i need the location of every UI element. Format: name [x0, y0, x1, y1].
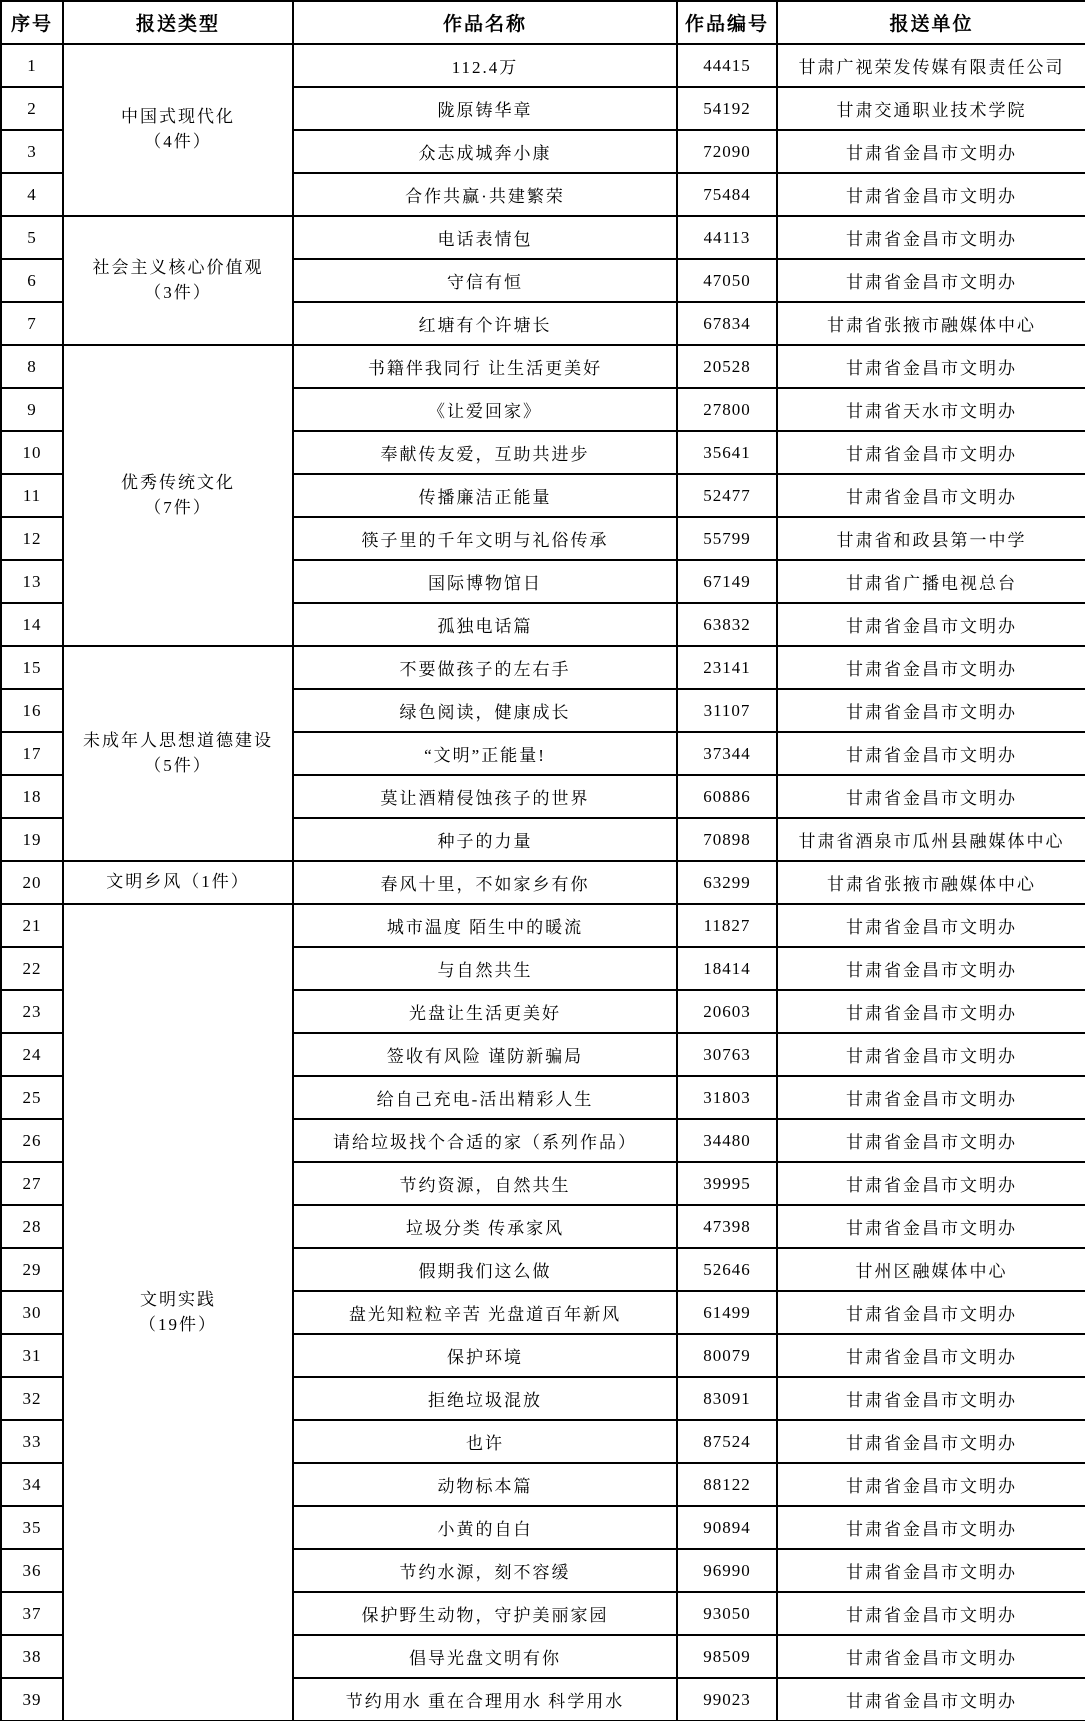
table-row	[1, 345, 1085, 388]
work-code-cell: 23141	[677, 646, 777, 689]
work-name-cell: 盘光知粒粒辛苦 光盘道百年新风	[293, 1291, 677, 1334]
serial-number-cell: 11	[1, 474, 63, 517]
work-code-cell: 63832	[677, 603, 777, 646]
work-code-cell: 80079	[677, 1334, 777, 1377]
submitting-unit-cell: 甘州区融媒体中心	[777, 1248, 1085, 1291]
work-name-cell: 红塘有个许塘长	[293, 302, 677, 345]
category-cell	[63, 345, 293, 646]
serial-number-cell: 24	[1, 1033, 63, 1076]
work-code-cell: 93050	[677, 1592, 777, 1635]
work-name-cell: 垃圾分类 传承家风	[293, 1205, 677, 1248]
work-name-cell: 合作共赢·共建繁荣	[293, 173, 677, 216]
serial-number-cell: 16	[1, 689, 63, 732]
submitting-unit-cell: 甘肃省酒泉市瓜州县融媒体中心	[777, 818, 1085, 861]
submitting-unit-cell: 甘肃省金昌市文明办	[777, 1076, 1085, 1119]
work-name-cell: 请给垃圾找个合适的家（系列作品）	[293, 1119, 677, 1162]
table-body	[1, 44, 1085, 1721]
work-code-cell: 61499	[677, 1291, 777, 1334]
work-code-cell: 31107	[677, 689, 777, 732]
work-code-cell: 75484	[677, 173, 777, 216]
table-row	[1, 646, 1085, 689]
category-count: （4件）	[144, 132, 212, 151]
work-code-cell: 54192	[677, 87, 777, 130]
work-name-cell: 节约用水 重在合理用水 科学用水	[293, 1678, 677, 1721]
work-name-cell: 《让爱回家》	[293, 388, 677, 431]
work-name-cell: 种子的力量	[293, 818, 677, 861]
category-count: （5件）	[144, 755, 212, 775]
serial-number-cell: 21	[1, 904, 63, 947]
submitting-unit-cell: 甘肃省金昌市文明办	[777, 1334, 1085, 1377]
category-cell	[63, 904, 293, 1721]
submitting-unit-cell: 甘肃省金昌市文明办	[777, 1463, 1085, 1506]
work-code-cell: 72090	[677, 130, 777, 173]
work-name-cell: 不要做孩子的左右手	[293, 646, 677, 689]
serial-number-cell: 19	[1, 818, 63, 861]
serial-number-cell: 12	[1, 517, 63, 560]
table-row	[1, 904, 1085, 947]
submitting-unit-cell: 甘肃省金昌市文明办	[777, 990, 1085, 1033]
work-name-cell: 书籍伴我同行 让生活更美好	[293, 345, 677, 388]
work-name-cell: 传播廉洁正能量	[293, 474, 677, 517]
serial-number-cell: 22	[1, 947, 63, 990]
work-code-cell: 96990	[677, 1549, 777, 1592]
serial-number-cell: 15	[1, 646, 63, 689]
submitting-unit-cell: 甘肃省金昌市文明办	[777, 775, 1085, 818]
submitting-unit-cell: 甘肃省金昌市文明办	[777, 1205, 1085, 1248]
serial-number-cell: 14	[1, 603, 63, 646]
work-code-cell: 87524	[677, 1420, 777, 1463]
work-name-cell: 绿色阅读，健康成长	[293, 689, 677, 732]
serial-number-cell: 6	[1, 259, 63, 302]
work-code-cell: 60886	[677, 775, 777, 818]
serial-number-cell: 39	[1, 1678, 63, 1721]
work-name-cell: 保护野生动物，守护美丽家园	[293, 1592, 677, 1635]
serial-number-cell: 31	[1, 1334, 63, 1377]
work-name-cell: 筷子里的千年文明与礼俗传承	[293, 517, 677, 560]
category-label: 社会主义核心价值观	[92, 257, 264, 277]
work-name-cell: 孤独电话篇	[293, 603, 677, 646]
work-name-cell: 112.4万	[293, 44, 677, 87]
work-name-cell: 假期我们这么做	[293, 1248, 677, 1291]
submitting-unit-cell: 甘肃省金昌市文明办	[777, 646, 1085, 689]
work-name-cell: 国际博物馆日	[293, 560, 677, 603]
submitting-unit-cell: 甘肃省金昌市文明办	[777, 216, 1085, 259]
submitting-unit-cell: 甘肃省金昌市文明办	[777, 1033, 1085, 1076]
submitting-unit-cell: 甘肃省天水市文明办	[777, 388, 1085, 431]
submitting-unit-cell: 甘肃省金昌市文明办	[777, 1506, 1085, 1549]
work-name-cell: 动物标本篇	[293, 1463, 677, 1506]
submitting-unit-cell: 甘肃省金昌市文明办	[777, 1678, 1085, 1721]
column-header-no: 序号	[1, 1, 63, 44]
submitting-unit-cell: 甘肃省金昌市文明办	[777, 689, 1085, 732]
submitting-unit-cell: 甘肃广视荣发传媒有限责任公司	[777, 44, 1085, 87]
work-name-cell: 春风十里，不如家乡有你	[293, 861, 677, 904]
serial-number-cell: 33	[1, 1420, 63, 1463]
category-count: （3件）	[144, 282, 212, 302]
work-code-cell: 70898	[677, 818, 777, 861]
work-code-cell: 88122	[677, 1463, 777, 1506]
work-name-cell: 守信有恒	[293, 259, 677, 302]
submitting-unit-cell: 甘肃省金昌市文明办	[777, 1592, 1085, 1635]
work-code-cell: 67149	[677, 560, 777, 603]
serial-number-cell: 29	[1, 1248, 63, 1291]
work-name-cell: 小黄的自白	[293, 1506, 677, 1549]
work-code-cell: 39995	[677, 1162, 777, 1205]
serial-number-cell: 1	[1, 44, 63, 87]
category-label: 文明乡风（1件）	[106, 872, 250, 892]
category-label: 文明实践	[140, 1289, 216, 1309]
work-code-cell: 67834	[677, 302, 777, 345]
work-code-cell: 63299	[677, 861, 777, 904]
submitting-unit-cell: 甘肃省金昌市文明办	[777, 1162, 1085, 1205]
work-code-cell: 31803	[677, 1076, 777, 1119]
table-row	[1, 861, 1085, 904]
submitting-unit-cell: 甘肃省金昌市文明办	[777, 431, 1085, 474]
serial-number-cell: 30	[1, 1291, 63, 1334]
column-header-type: 报送类型	[63, 1, 293, 44]
category-cell	[63, 216, 293, 345]
work-name-cell: 与自然共生	[293, 947, 677, 990]
column-header-unit: 报送单位	[777, 1, 1085, 44]
column-header-name: 作品名称	[293, 1, 677, 44]
work-name-cell: 拒绝垃圾混放	[293, 1377, 677, 1420]
serial-number-cell: 28	[1, 1205, 63, 1248]
work-code-cell: 35641	[677, 431, 777, 474]
work-name-cell: 也许	[293, 1420, 677, 1463]
work-name-cell: 城市温度 陌生中的暖流	[293, 904, 677, 947]
serial-number-cell: 8	[1, 345, 63, 388]
work-code-cell: 99023	[677, 1678, 777, 1721]
submitting-unit-cell: 甘肃省金昌市文明办	[777, 1420, 1085, 1463]
submitting-unit-cell: 甘肃省金昌市文明办	[777, 1377, 1085, 1420]
submitting-unit-cell: 甘肃省金昌市文明办	[777, 947, 1085, 990]
serial-number-cell: 17	[1, 732, 63, 775]
serial-number-cell: 10	[1, 431, 63, 474]
work-code-cell: 90894	[677, 1506, 777, 1549]
work-name-cell: 保护环境	[293, 1334, 677, 1377]
work-code-cell: 11827	[677, 904, 777, 947]
column-header-code: 作品编号	[677, 1, 777, 44]
submitting-unit-cell: 甘肃省金昌市文明办	[777, 603, 1085, 646]
submitting-unit-cell: 甘肃省金昌市文明办	[777, 1119, 1085, 1162]
submitting-unit-cell: 甘肃省张掖市融媒体中心	[777, 861, 1085, 904]
work-name-cell: 节约水源，刻不容缓	[293, 1549, 677, 1592]
work-name-cell: 签收有风险 谨防新骗局	[293, 1033, 677, 1076]
category-cell	[63, 861, 293, 904]
category-count: （19件）	[139, 1314, 217, 1334]
submitting-unit-cell: 甘肃省金昌市文明办	[777, 259, 1085, 302]
work-code-cell: 44415	[677, 44, 777, 87]
work-code-cell: 44113	[677, 216, 777, 259]
work-code-cell: 52477	[677, 474, 777, 517]
work-code-cell: 55799	[677, 517, 777, 560]
serial-number-cell: 35	[1, 1506, 63, 1549]
submitting-unit-cell: 甘肃交通职业技术学院	[777, 87, 1085, 130]
submitting-unit-cell: 甘肃省张掖市融媒体中心	[777, 302, 1085, 345]
serial-number-cell: 38	[1, 1635, 63, 1678]
serial-number-cell: 37	[1, 1592, 63, 1635]
work-code-cell: 52646	[677, 1248, 777, 1291]
work-code-cell: 20603	[677, 990, 777, 1033]
work-name-cell: 电话表情包	[293, 216, 677, 259]
submitting-unit-cell: 甘肃省金昌市文明办	[777, 732, 1085, 775]
submitting-unit-cell: 甘肃省金昌市文明办	[777, 173, 1085, 216]
work-code-cell: 98509	[677, 1635, 777, 1678]
table-header	[1, 1, 1085, 44]
work-code-cell: 47050	[677, 259, 777, 302]
table-row	[1, 216, 1085, 259]
work-name-cell: 给自己充电-活出精彩人生	[293, 1076, 677, 1119]
serial-number-cell: 2	[1, 87, 63, 130]
serial-number-cell: 9	[1, 388, 63, 431]
serial-number-cell: 7	[1, 302, 63, 345]
work-code-cell: 37344	[677, 732, 777, 775]
work-code-cell: 30763	[677, 1033, 777, 1076]
category-label: 中国式现代化	[121, 107, 235, 127]
submitting-unit-cell: 甘肃省和政县第一中学	[777, 517, 1085, 560]
serial-number-cell: 20	[1, 861, 63, 904]
work-code-cell: 18414	[677, 947, 777, 990]
serial-number-cell: 5	[1, 216, 63, 259]
work-name-cell: 奉献传友爱，互助共进步	[293, 431, 677, 474]
work-name-cell: “文明”正能量!	[293, 732, 677, 775]
serial-number-cell: 26	[1, 1119, 63, 1162]
serial-number-cell: 13	[1, 560, 63, 603]
submitting-unit-cell: 甘肃省金昌市文明办	[777, 904, 1085, 947]
submitting-unit-cell: 甘肃省金昌市文明办	[777, 1291, 1085, 1334]
serial-number-cell: 34	[1, 1463, 63, 1506]
category-label: 未成年人思想道德建设	[83, 730, 273, 750]
header-row	[1, 1, 1085, 44]
work-code-cell: 20528	[677, 345, 777, 388]
serial-number-cell: 4	[1, 173, 63, 216]
serial-number-cell: 32	[1, 1377, 63, 1420]
serial-number-cell: 25	[1, 1076, 63, 1119]
submitting-unit-cell: 甘肃省金昌市文明办	[777, 345, 1085, 388]
work-name-cell: 陇原铸华章	[293, 87, 677, 130]
serial-number-cell: 23	[1, 990, 63, 1033]
work-name-cell: 莫让酒精侵蚀孩子的世界	[293, 775, 677, 818]
submitting-unit-cell: 甘肃省广播电视总台	[777, 560, 1085, 603]
submitting-unit-cell: 甘肃省金昌市文明办	[777, 130, 1085, 173]
category-cell	[63, 646, 293, 861]
category-cell	[63, 44, 293, 216]
submitting-unit-cell: 甘肃省金昌市文明办	[777, 1549, 1085, 1592]
work-name-cell: 众志成城奔小康	[293, 130, 677, 173]
work-code-cell: 27800	[677, 388, 777, 431]
work-code-cell: 47398	[677, 1205, 777, 1248]
submitting-unit-cell: 甘肃省金昌市文明办	[777, 474, 1085, 517]
work-code-cell: 34480	[677, 1119, 777, 1162]
table-row	[1, 44, 1085, 87]
serial-number-cell: 27	[1, 1162, 63, 1205]
serial-number-cell: 36	[1, 1549, 63, 1592]
work-name-cell: 光盘让生活更美好	[293, 990, 677, 1033]
work-name-cell: 节约资源，自然共生	[293, 1162, 677, 1205]
category-count: （7件）	[144, 497, 212, 517]
work-name-cell: 倡导光盘文明有你	[293, 1635, 677, 1678]
category-label: 优秀传统文化	[121, 472, 235, 492]
serial-number-cell: 3	[1, 130, 63, 173]
serial-number-cell: 18	[1, 775, 63, 818]
submitting-unit-cell: 甘肃省金昌市文明办	[777, 1635, 1085, 1678]
work-code-cell: 83091	[677, 1377, 777, 1420]
